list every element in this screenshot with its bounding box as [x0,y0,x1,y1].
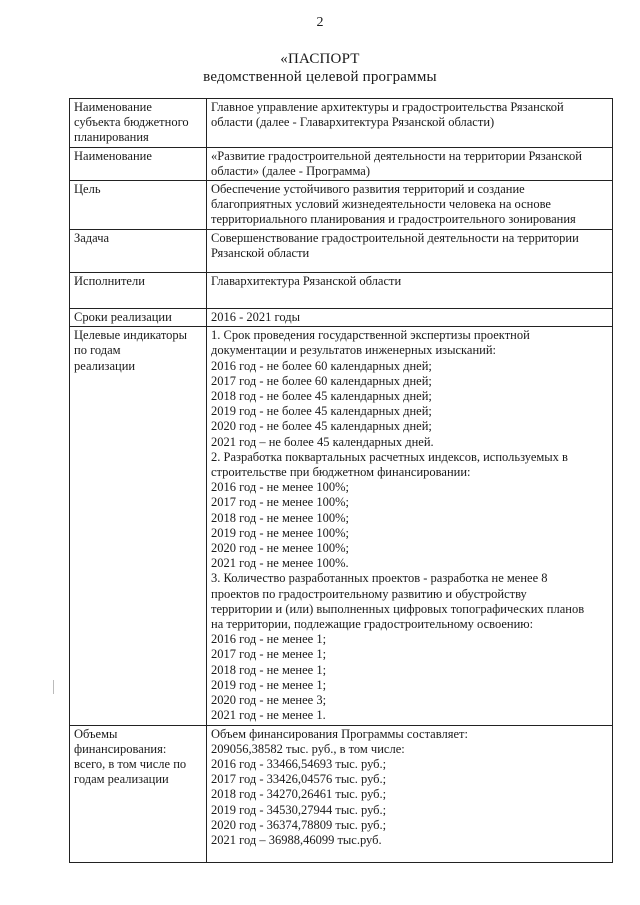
passport-table [69,98,613,863]
text-line: 2019 год - не более 45 календарных дней; [211,404,432,419]
text-line: Совершенствование градостроительной деятельности на территории [211,231,579,246]
row-label [70,309,207,327]
table-row-task [70,230,613,273]
text-line: 2016 год - не менее 1; [211,632,327,647]
text-line: планирования [74,130,149,145]
text-line: по годам [74,343,121,358]
text-line: субъекта бюджетного [74,115,189,130]
table-row-executors [70,273,613,309]
table-row-goal [70,181,613,230]
page-number: 2 [316,15,324,30]
text-line: годам реализации [74,772,169,787]
table-row-subject [70,99,613,148]
text-line: Сроки реализации [74,310,172,325]
row-label [70,181,207,230]
row-label [70,147,207,180]
row-value [207,273,613,309]
row-value [207,725,613,862]
row-value [207,181,613,230]
text-line: 2018 год - 34270,26461 тыс. руб.; [211,787,387,802]
text-line: Цель [74,182,101,197]
text-line: благоприятных условий жизнедеятельности человека на основе [211,197,551,212]
text-line: 2016 год - не более 60 календарных дней; [211,358,432,373]
text-line: 2016 - 2021 годы [211,310,301,325]
text-line: 3. Количество разработанных проектов - разработка не менее 8 [211,571,548,586]
text-line: 2019 год - не менее 1; [211,677,327,692]
text-line: 2016 год - не менее 100%; [211,480,349,495]
text-line: 2017 год - не более 60 календарных дней; [211,373,432,388]
row-value [207,230,613,273]
row-label [70,230,207,273]
text-line: проектов по градостроительному развитию и обустройству [211,586,527,601]
text-line: 2016 год - 33466,54693 тыс. руб.; [211,756,387,771]
text-line: Наименование [74,148,152,163]
text-line: 2018 год - не менее 1; [211,662,327,677]
text-line: области» (далее - Программа) [211,163,370,178]
text-line: территориального планирования и градостроительного зонирования [211,212,576,227]
text-line: реализации [74,358,136,373]
page-title [0,50,640,86]
text-line: 1. Срок проведения государственной экспертизы проектной [211,328,530,343]
table-row-name [70,147,613,180]
row-value [207,327,613,725]
text-line: 2021 год - не менее 100%. [211,556,349,571]
text-line: «Развитие градостроительной деятельности на территории Рязанской [211,148,582,163]
text-line: финансирования: [74,741,167,756]
text-line: 2020 год - не более 45 календарных дней; [211,419,432,434]
text-line: 209056,38582 тыс. руб., в том числе: [211,741,405,756]
text-line: 2017 год - не менее 100%; [211,495,349,510]
text-line: 2021 год – не более 45 календарных дней. [211,434,434,449]
text-line: Исполнители [74,274,145,289]
row-label [70,273,207,309]
text-line: 2021 год - не менее 1. [211,708,326,723]
text-line: документации и результатов инженерных изысканий: [211,343,497,358]
scan-margin-mark [53,680,54,694]
text-line: Задача [74,231,110,246]
title-line-1: «ПАСПОРТ [280,51,360,67]
row-value [207,147,613,180]
text-line: всего, в том числе по [74,756,187,771]
text-line: Рязанской области [211,246,310,261]
text-line: строительстве при бюджетном финансировании: [211,465,471,480]
text-line: на территории, подлежащие градостроительному освоению: [211,617,534,632]
text-line: области (далее - Главархитектура Рязанской области) [211,115,495,130]
text-line: Объем финансирования Программы составляет: [211,726,468,741]
row-label [70,725,207,862]
text-line: Главархитектура Рязанской области [211,274,402,289]
row-label [70,99,207,148]
text-line: Наименование [74,100,152,114]
text-line: Обеспечение устойчивого развития территорий и создание [211,182,525,197]
text-line: территории и (или) выполненных цифровых топографических планов [211,601,585,616]
text-line: Объемы [74,726,118,741]
text-line: 2019 год - 34530,27944 тыс. руб.; [211,802,387,817]
row-value [207,99,613,148]
text-line: 2020 год - 36374,78809 тыс. руб.; [211,817,387,832]
text-line: 2. Разработка поквартальных расчетных индексов, используемых в [211,449,568,464]
text-line: 2020 год - не менее 100%; [211,541,349,556]
text-line: 2018 год - не более 45 календарных дней; [211,389,432,404]
row-label [70,327,207,725]
text-line: 2017 год - 33426,04576 тыс. руб.; [211,772,387,787]
text-line: Главное управление архитектуры и градостроительства Рязанской [211,100,564,114]
text-line: 2020 год - не менее 3; [211,693,327,708]
title-line-2: ведомственной целевой программы [203,69,437,85]
text-line: 2021 год – 36988,46099 тыс.руб. [211,832,382,847]
text-line: Целевые индикаторы [74,328,188,343]
table-row-funding [70,725,613,862]
row-value [207,309,613,327]
text-line: 2017 год - не менее 1; [211,647,327,662]
table-row-period [70,309,613,327]
text-line: 2019 год - не менее 100%; [211,525,349,540]
text-line: 2018 год - не менее 100%; [211,510,349,525]
table-row-indicators [70,327,613,725]
